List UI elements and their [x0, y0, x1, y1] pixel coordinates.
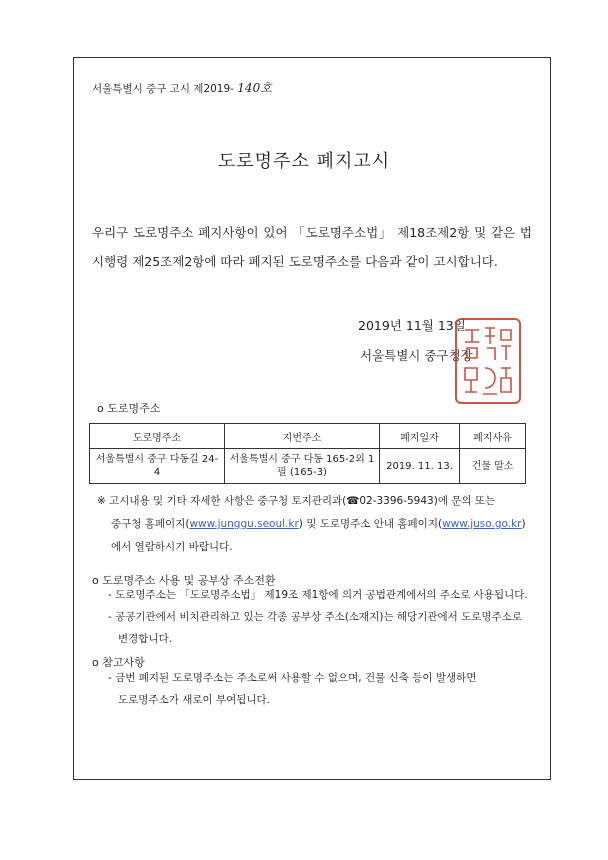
section-reference-heading: o 참고사항 — [92, 656, 145, 669]
list-item: - 금번 폐지된 도로명주소는 주소로써 사용할 수 없으며, 건물 신축 등이 발생하면 — [108, 672, 477, 684]
notice-number — [92, 79, 272, 96]
note-line-1: ※ 고시내용 및 기타 자세한 사항은 중구청 토지관리과(☎02-3396-5943)에 문의 또는 — [97, 495, 496, 507]
notice-number-handwritten: 140호 — [237, 81, 272, 95]
table-row — [90, 449, 526, 484]
cell-abolish-date: 2019. 11. 13. — [380, 449, 460, 484]
list-item: - 공공기관에서 비치관리하고 있는 각종 공부상 주소(소재지)는 해당기관에서 도로명주소로 — [108, 611, 522, 623]
address-table — [89, 423, 526, 484]
note-line-2 — [97, 513, 537, 536]
page-title: 도로명주소 폐지고시 — [217, 151, 391, 172]
body-line-2: 시행령 제25조제2항에 따라 폐지된 도로명주소를 다음과 같이 고시합니다. — [92, 254, 498, 269]
cell-road-address: 서울특별시 중구 다동길 24-4 — [90, 449, 225, 484]
issuer-name: 서울특별시 중구청장 — [360, 348, 473, 363]
notice-date: 2019년 11월 13일 — [358, 318, 466, 333]
body-line-1: 우리구 도로명주소 폐지사항이 있어 「도로명주소법」 제18조제2항 및 같은 법 — [92, 225, 532, 240]
note-line-2a: 중구청 홈페이지( — [111, 518, 190, 530]
header-lot-address: 지번주소 — [225, 424, 380, 449]
note-line-2b: ) 및 도로명주소 안내 홈페이지( — [298, 518, 443, 530]
list-item: 변경합니다. — [118, 633, 173, 645]
usage-list — [108, 584, 548, 650]
juso-homepage-link[interactable]: www.juso.go.kr — [442, 518, 522, 530]
inquiry-note — [97, 490, 537, 559]
section-address-heading: o 도로명주소 — [97, 402, 161, 415]
list-item: 도로명주소가 새로이 부여됩니다. — [118, 694, 271, 706]
official-seal-icon — [455, 318, 521, 404]
header-abolish-reason: 폐지사유 — [460, 424, 526, 449]
note-line-3: 에서 열람하시기 바랍니다. — [111, 541, 233, 553]
table-header-row — [90, 424, 526, 449]
reference-list — [108, 667, 548, 711]
list-item: - 도로명주소는 「도로명주소법」 제19조 제1항에 의거 공법관계에서의 주소로 사용됩니다. — [108, 589, 528, 601]
junggu-homepage-link[interactable]: www.junggu.seoul.kr — [189, 518, 299, 530]
notice-number-prefix: 서울특별시 중구 고시 제2019- — [92, 83, 234, 95]
section-usage-heading: o 도로명주소 사용 및 공부상 주소전환 — [92, 574, 276, 587]
header-road-address: 도로명주소 — [90, 424, 225, 449]
notice-body — [92, 218, 532, 276]
cell-abolish-reason: 건물 말소 — [460, 449, 526, 484]
cell-lot-address: 서울특별시 중구 다동 165-2외 1필 (165-3) — [225, 449, 380, 484]
header-abolish-date: 폐지일자 — [380, 424, 460, 449]
note-line-2c: ) — [521, 518, 526, 530]
